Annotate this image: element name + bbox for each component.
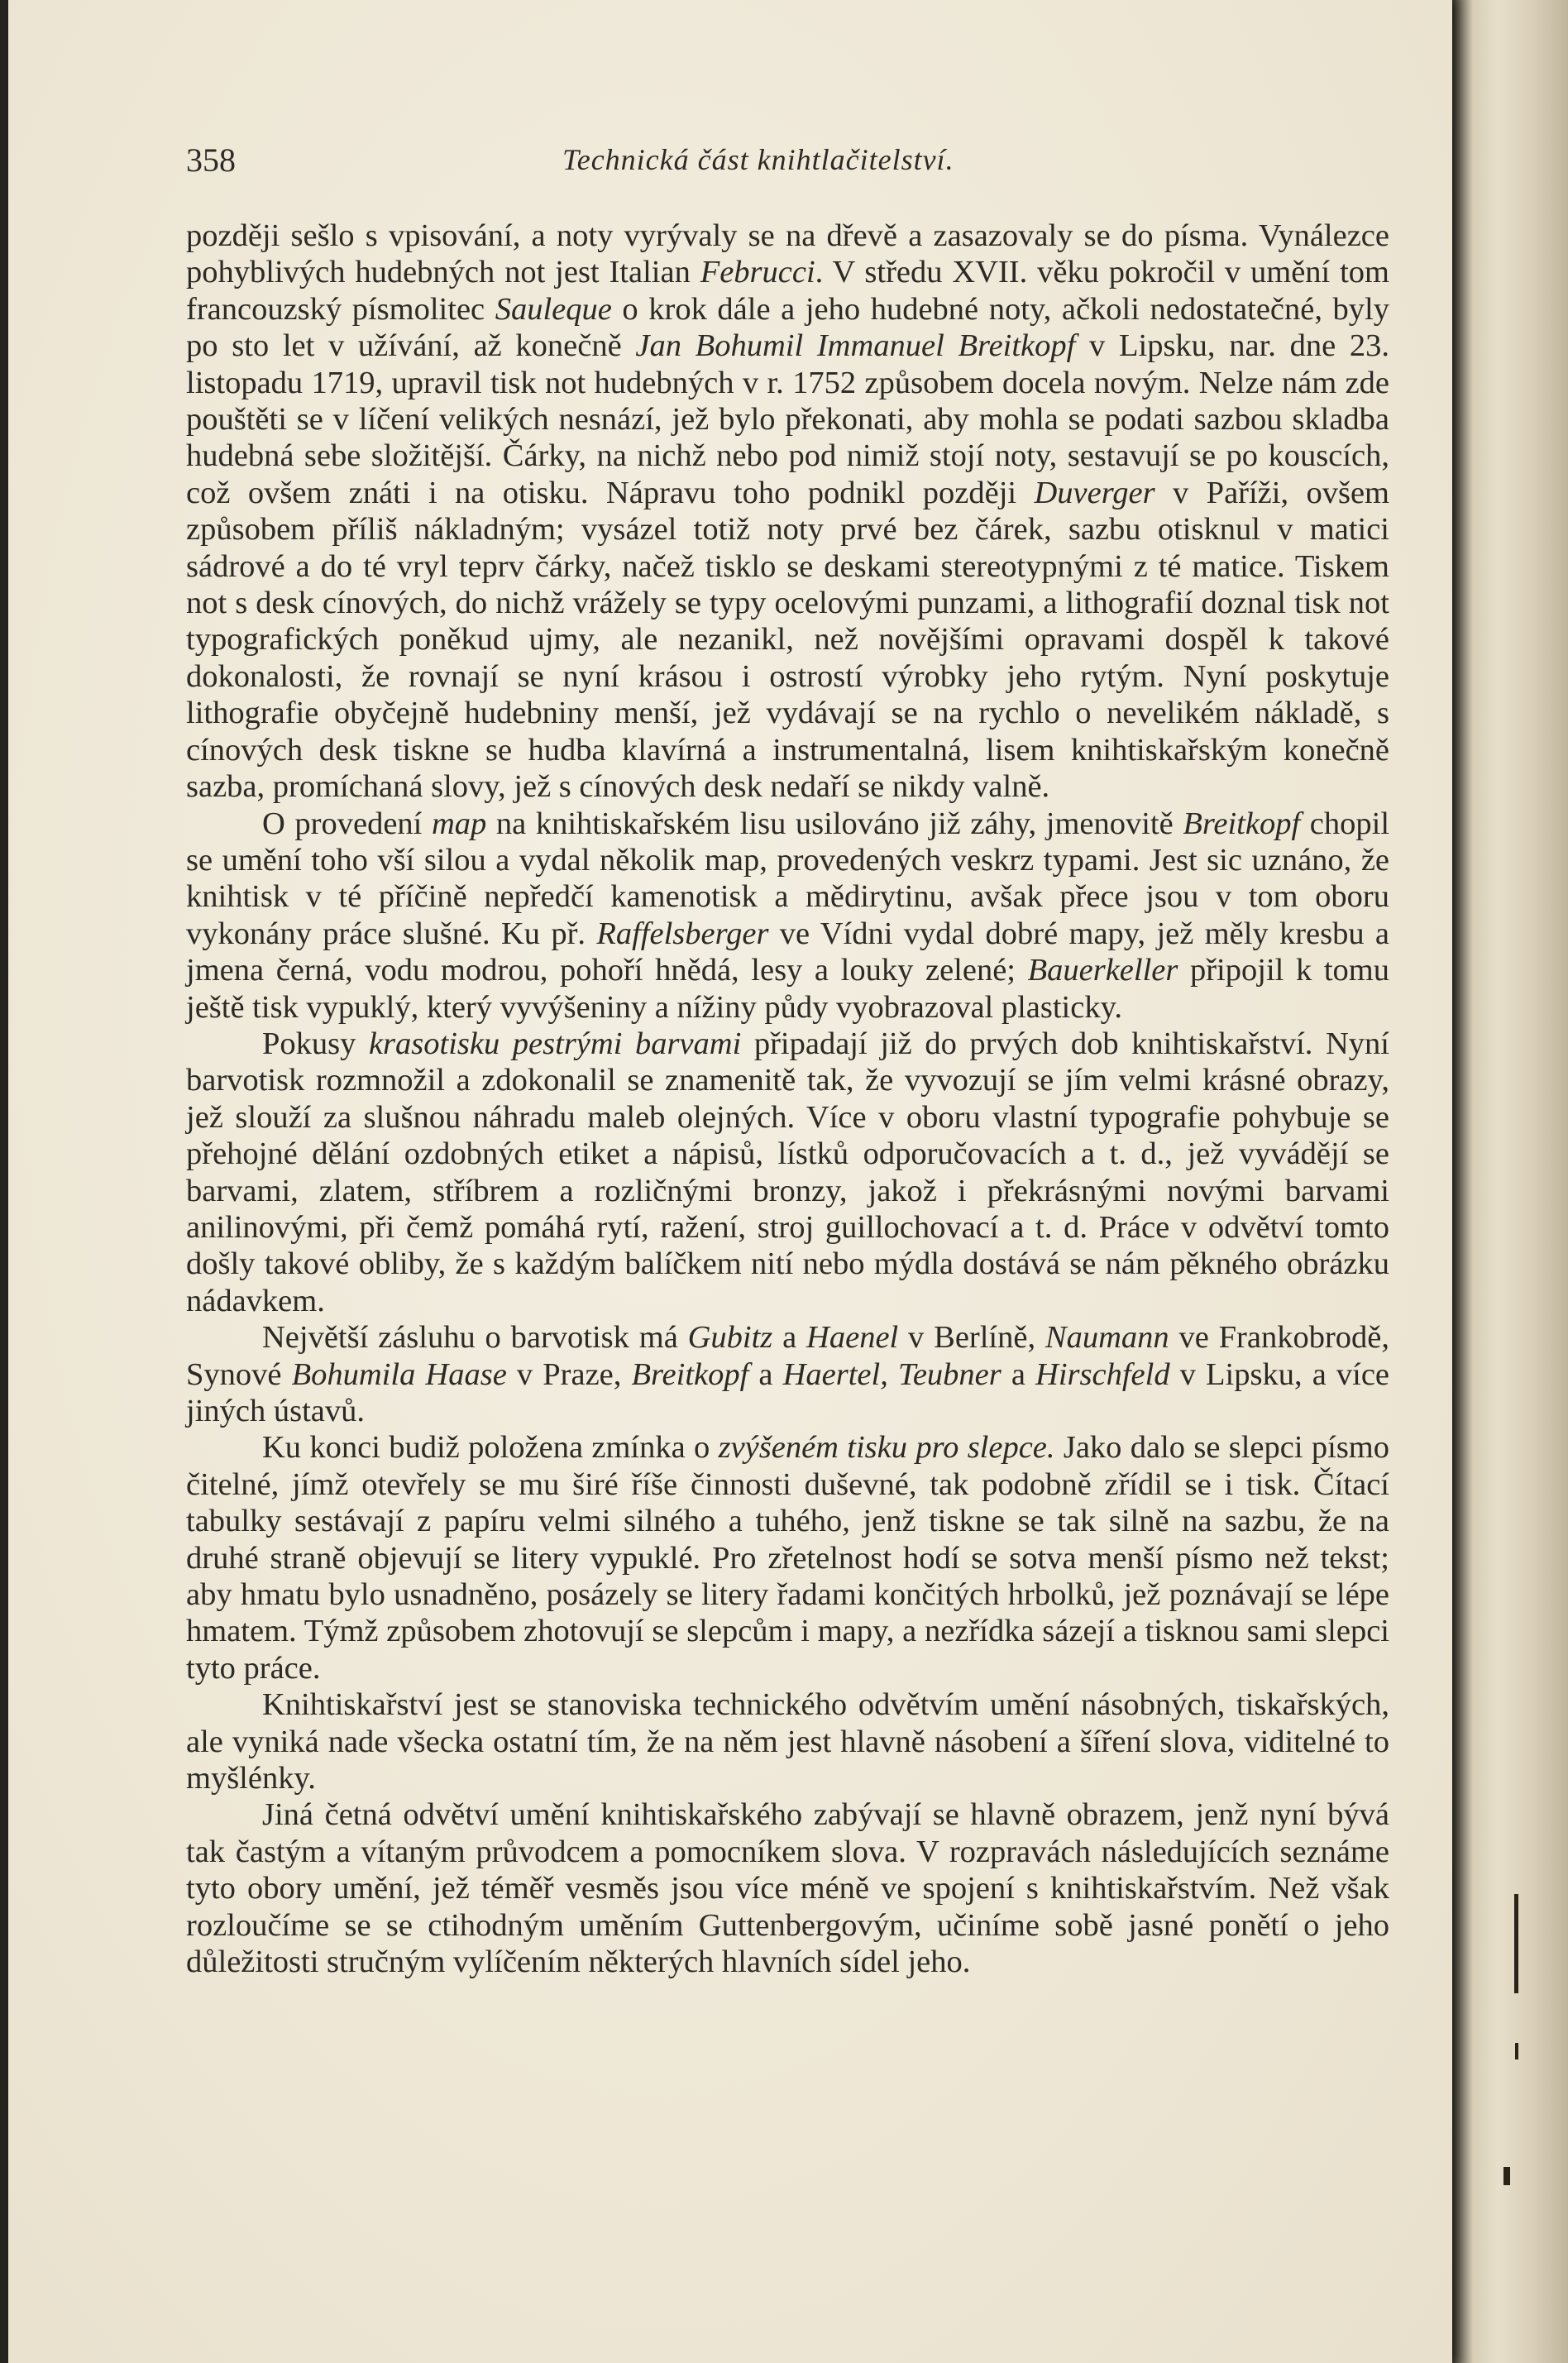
text-segment: ve Vídni vydal dobré mapy, jež měly kresbu a jmena černá, vodu modrou, pohoří hnědá, lesy a louky zelené; bbox=[186, 916, 1389, 988]
italic-term: Raffelsberger bbox=[596, 916, 769, 951]
text-segment: Ku konci budiž položena zmínka o bbox=[262, 1430, 719, 1466]
running-title: Technická část knihtlačitelství. bbox=[562, 143, 954, 176]
paragraph bbox=[186, 1686, 1389, 1796]
paragraph bbox=[186, 218, 1389, 806]
paragraph bbox=[186, 1429, 1389, 1686]
paragraph bbox=[186, 1796, 1389, 1980]
paragraph bbox=[186, 806, 1389, 1026]
text-segment: připadají již do prvých dob knihtiskařství. Nyní barvotisk rozmnožil a zdokonalil se znamenitě tak, že vyvozují se jím velmi krásné obrazy, jež slouží za slušnou náhradu maleb olejných. Více v oboru vlastní typografie pohybuje se přehojné dělání ozdobných etiket a nápisů, lístků odporučovacích a t. d., jež vyvádějí se barvami, zlatem, stříbrem a rozličnými bronzy, jakož i překrásnými novými barvami anilinovými, při čemž pomáhá rytí, ražení, stroj guillochovací a t. d. Práce v odvětví tomto došly takové obliby, že s každým balíčkem nití nebo mýdla dostává se nám pěkného obrázku nádavkem. bbox=[186, 1026, 1389, 1318]
italic-term: Breitkopf bbox=[631, 1356, 749, 1392]
paragraph bbox=[186, 1319, 1389, 1429]
italic-term: Sauleque bbox=[495, 291, 612, 327]
text-segment: Knihtiskařství jest se stanoviska technického odvětvím umění násobných, tiskařských, ale vyniká nade všecka ostatní tím, že na něm jest hlavně násobení a šíření slova, viditelné to myšlénky. bbox=[186, 1687, 1389, 1796]
body-text bbox=[186, 218, 1389, 1981]
text-segment: v Lipsku, nar. dne 23. listopadu 1719, upravil tisk not hudebných v r. 1752 způsobem docela novým. Nelze nám zde pouštěti se v líčení velikých nesnází, jež bylo překonati, aby mohla se podati sazbou skladba hudebná sebe složitější. Čárky, na nichž nebo pod nimiž stojí noty, sestavují se po kouscích, což ovšem znáti i na otisku. Nápravu toho podnikl později bbox=[186, 328, 1390, 510]
text-segment: a bbox=[772, 1320, 807, 1356]
text-segment: Pokusy bbox=[262, 1026, 369, 1061]
paragraph bbox=[186, 1026, 1389, 1319]
book-gutter bbox=[1452, 0, 1568, 2363]
italic-term: map bbox=[431, 806, 487, 841]
text-segment: na knihtiskařském lisu usilováno již záhy, jmenovitě bbox=[486, 806, 1183, 841]
text-segment: a bbox=[748, 1356, 783, 1392]
text-segment: později sešlo s vpisování, a noty vyrývaly se na dřevě a zasazovaly se do písma. Vynálezce pohyblivých hudebných not jest Italian bbox=[186, 218, 1389, 290]
italic-term: Bauerkeller bbox=[1027, 953, 1178, 988]
text-segment: v Berlíně, bbox=[898, 1320, 1045, 1356]
text-segment: a bbox=[1001, 1356, 1036, 1392]
italic-term: Gubitz bbox=[687, 1320, 773, 1356]
text-segment: O provedení bbox=[262, 806, 432, 841]
text-segment: Největší zásluhu o barvotisk má bbox=[262, 1320, 688, 1356]
italic-term: Bohumila Haase bbox=[291, 1356, 507, 1392]
text-segment: Jako dalo se slepci písmo čitelné, jímž otevřely se mu širé říše činnosti duševné, tak podobně zřídil se i tisk. Čítací tabulky sestávají z papíru velmi silného a tuhého, jenž tiskne se tak silně na sazbu, že na druhé straně objevují se litery vypuklé. Pro zřetelnost hodí se sotva menší písmo než tekst; aby hmatu bylo usnadněno, posázely se litery řadami končitých hrbolků, jež poznávají se lépe hmatem. Týmž způsobem zhotovují se slepcům i mapy, a nezřídka sázejí a tisknou sami slepci tyto práce. bbox=[186, 1430, 1389, 1686]
text-segment: ve Frankobrodě, Synové bbox=[186, 1320, 1389, 1392]
page-header bbox=[186, 141, 1389, 182]
text-segment: o krok dále a jeho hudebné noty, ačkoli nedostatečné, byly po sto let v užívání, až konečně bbox=[186, 291, 1390, 364]
text-segment: v Praze, bbox=[506, 1356, 632, 1392]
italic-term: Haertel, Teubner bbox=[782, 1356, 1002, 1392]
text-segment: v Paříži, ovšem způsobem příliš nákladným; vysázel totiž noty prvé bez čárek, sazbu otisknul v matici sádrové a do té vryl teprv čárky, načež tisklo se deskami stereotypnými z té matice. Tiskem not s desk cínových, do nichž vrážely se typy ocelovými punzami, a lithografií doznal tisk not typografických poněkud ujmy, ale nezanikl, než novějšími opravami dospěl k takové dokonalosti, že rovnají se nyní krásou i ostrostí výrobky jeho rytým. Nyní poskytuje lithografie obyčejně hudebniny menší, jež vydávají se na rychlo o nevelikém nákladě, s cínových desk tiskne se hudba klavírná a instrumentalná, lisem knihtiskařským konečně sazba, promíchaná slovy, jež s cínových desk nedaří se nikdy valně. bbox=[186, 475, 1389, 805]
page-number: 358 bbox=[186, 141, 236, 179]
italic-term: krasotisku pestrými barvami bbox=[368, 1026, 742, 1061]
italic-term: Breitkopf bbox=[1183, 806, 1301, 841]
text-segment: . V středu XVII. věku pokročil v umění tom francouzský písmolitec bbox=[186, 255, 1390, 327]
text-segment: Jiná četná odvětví umění knihtiskařského zabývají se hlavně obrazem, jenž nyní bývá tak častým a vítaným průvodcem a pomocníkem slova. V rozpravách následujících seznáme tyto obory umění, jež téměř vesměs jsou více méně ve spojení s knihtiskařstvím. Než však rozloučíme se se ctihodným uměním Guttenbergovým, učiníme sobě jasné ponětí o jeho důležitosti stručným vylíčením některých hlavních sídel jeho. bbox=[186, 1797, 1389, 1980]
italic-term: Februcci bbox=[700, 255, 815, 290]
text-segment: chopil se umění toho vší silou a vydal několik map, provedených veskrz typami. Jest sic uznáno, že knihtisk v té příčině nepředčí kamenotisk a mědirytinu, avšak přece jsou v tom oboru vykonány práce slušné. Ku př. bbox=[186, 806, 1390, 951]
text-segment: v Lipsku, a více jiných ústavů. bbox=[186, 1356, 1390, 1428]
italic-term: Haenel bbox=[806, 1320, 899, 1356]
italic-term: Naumann bbox=[1045, 1320, 1169, 1356]
italic-term: Hirschfeld bbox=[1035, 1356, 1170, 1392]
italic-term: Jan Bohumil Immanuel Breitkopf bbox=[635, 328, 1076, 364]
italic-term: Duverger bbox=[1034, 475, 1155, 510]
text-segment: připojil k tomu ještě tisk vypuklý, který vyvýšeniny a nížiny půdy vyobrazoval plasticky. bbox=[186, 953, 1390, 1025]
italic-term: zvýšeném tisku pro slepce. bbox=[718, 1430, 1055, 1466]
